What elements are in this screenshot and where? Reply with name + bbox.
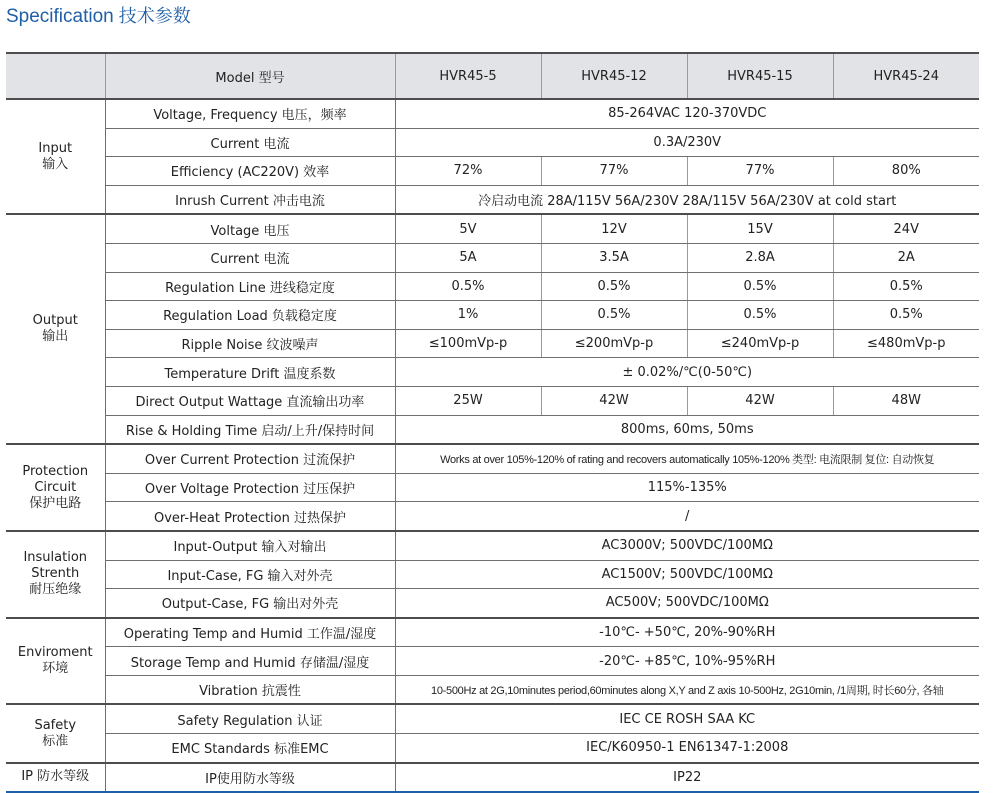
header-model-1: HVR45-5 bbox=[395, 53, 541, 99]
table-row bbox=[6, 128, 979, 157]
table-row bbox=[6, 358, 979, 387]
row-label: Storage Temp and Humid 存储温/湿度 bbox=[105, 647, 395, 676]
cell-value: ≤200mVp-p bbox=[541, 329, 687, 358]
cell-value: 48W bbox=[833, 386, 979, 415]
row-value: -10℃- +50℃, 20%-90%RH bbox=[395, 618, 979, 647]
row-label: Ripple Noise 纹波噪声 bbox=[105, 329, 395, 358]
header-model-3: HVR45-15 bbox=[687, 53, 833, 99]
table-row bbox=[6, 734, 979, 763]
table-row bbox=[6, 444, 979, 473]
group-label: IP 防水等级 bbox=[21, 769, 90, 785]
table-row bbox=[6, 763, 979, 793]
table-row bbox=[6, 157, 979, 186]
group-label: Safety bbox=[34, 717, 77, 733]
cell-value: 0.5% bbox=[687, 272, 833, 301]
table-row bbox=[6, 589, 979, 618]
group-environment bbox=[6, 618, 105, 705]
row-value: ± 0.02%/℃(0-50℃) bbox=[395, 358, 979, 387]
table-row bbox=[6, 185, 979, 214]
row-label: Efficiency (AC220V) 效率 bbox=[105, 157, 395, 186]
cell-value: 3.5A bbox=[541, 243, 687, 272]
table-row bbox=[6, 560, 979, 589]
cell-value: 0.5% bbox=[687, 301, 833, 330]
spec-table bbox=[6, 52, 979, 793]
cell-value: 0.5% bbox=[541, 301, 687, 330]
row-label: Regulation Load 负载稳定度 bbox=[105, 301, 395, 330]
row-value: IEC CE ROSH SAA KC bbox=[395, 704, 979, 733]
group-output bbox=[6, 214, 105, 444]
group-label: Input bbox=[38, 140, 73, 156]
group-ip bbox=[6, 763, 105, 793]
row-value: Works at over 105%-120% of rating and recovers automatically 105%-120% 类型: 电流限制 复位: 自动恢复 bbox=[395, 444, 979, 473]
row-label: Input-Case, FG 输入对外壳 bbox=[105, 560, 395, 589]
row-value: IEC/K60950-1 EN61347-1:2008 bbox=[395, 734, 979, 763]
group-label: 输出 bbox=[42, 329, 69, 345]
table-row bbox=[6, 473, 979, 502]
group-label: Output bbox=[32, 313, 78, 329]
row-value: -20℃- +85℃, 10%-95%RH bbox=[395, 647, 979, 676]
cell-value: 0.5% bbox=[833, 272, 979, 301]
header-model-2: HVR45-12 bbox=[541, 53, 687, 99]
cell-value: 0.5% bbox=[833, 301, 979, 330]
row-value: / bbox=[395, 502, 979, 531]
row-value: AC3000V; 500VDC/100MΩ bbox=[395, 531, 979, 560]
table-row bbox=[6, 386, 979, 415]
row-label: Over-Heat Protection 过热保护 bbox=[105, 502, 395, 531]
cell-value: ≤480mVp-p bbox=[833, 329, 979, 358]
row-label: Current 电流 bbox=[105, 128, 395, 157]
table-row bbox=[6, 415, 979, 444]
cell-value: 42W bbox=[687, 386, 833, 415]
cell-value: 2A bbox=[833, 243, 979, 272]
cell-value: 15V bbox=[687, 214, 833, 243]
cell-value: 5V bbox=[395, 214, 541, 243]
cell-value: 12V bbox=[541, 214, 687, 243]
group-protection bbox=[6, 444, 105, 531]
row-label: Regulation Line 进线稳定度 bbox=[105, 272, 395, 301]
row-label: Voltage, Frequency 电压，频率 bbox=[105, 99, 395, 128]
group-label: 输入 bbox=[42, 156, 69, 172]
cell-value: 77% bbox=[687, 157, 833, 186]
cell-value: 5A bbox=[395, 243, 541, 272]
group-safety bbox=[6, 704, 105, 762]
row-value: AC1500V; 500VDC/100MΩ bbox=[395, 560, 979, 589]
row-label: Rise & Holding Time 启动/上升/保持时间 bbox=[105, 415, 395, 444]
table-row bbox=[6, 647, 979, 676]
row-value: 85-264VAC 120-370VDC bbox=[395, 99, 979, 128]
table-row bbox=[6, 531, 979, 560]
row-label: Operating Temp and Humid 工作温/湿度 bbox=[105, 618, 395, 647]
header-model: Model 型号 bbox=[105, 53, 395, 99]
group-label: Enviroment bbox=[17, 645, 93, 661]
cell-value: 0.5% bbox=[395, 272, 541, 301]
row-label: IP使用防水等级 bbox=[105, 763, 395, 793]
group-label: Circuit bbox=[34, 479, 77, 495]
table-row bbox=[6, 329, 979, 358]
cell-value: 2.8A bbox=[687, 243, 833, 272]
group-input bbox=[6, 99, 105, 214]
row-label: Direct Output Wattage 直流输出功率 bbox=[105, 386, 395, 415]
cell-value: ≤100mVp-p bbox=[395, 329, 541, 358]
row-value: IP22 bbox=[395, 763, 979, 793]
table-row bbox=[6, 272, 979, 301]
row-label: Over Voltage Protection 过压保护 bbox=[105, 473, 395, 502]
cell-value: 1% bbox=[395, 301, 541, 330]
header-model-4: HVR45-24 bbox=[833, 53, 979, 99]
cell-value: 0.5% bbox=[541, 272, 687, 301]
table-header bbox=[6, 53, 979, 99]
row-label: Vibration 抗震性 bbox=[105, 675, 395, 704]
cell-value: 80% bbox=[833, 157, 979, 186]
row-label: Output-Case, FG 输出对外壳 bbox=[105, 589, 395, 618]
group-label: 耐压绝缘 bbox=[29, 582, 82, 598]
table-row bbox=[6, 704, 979, 733]
header-blank bbox=[6, 53, 105, 99]
row-label: Safety Regulation 认证 bbox=[105, 704, 395, 733]
group-label: Protection bbox=[22, 463, 89, 479]
cell-value: 42W bbox=[541, 386, 687, 415]
cell-value: 72% bbox=[395, 157, 541, 186]
title-en: Specification bbox=[6, 6, 114, 27]
row-label: Voltage 电压 bbox=[105, 214, 395, 243]
row-label: Over Current Protection 过流保护 bbox=[105, 444, 395, 473]
row-label: Current 电流 bbox=[105, 243, 395, 272]
table-row bbox=[6, 243, 979, 272]
cell-value: 77% bbox=[541, 157, 687, 186]
row-value: 冷启动电流 28A/115V 56A/230V 28A/115V 56A/230V at cold start bbox=[395, 185, 979, 214]
cell-value: 24V bbox=[833, 214, 979, 243]
row-label: Inrush Current 冲击电流 bbox=[105, 185, 395, 214]
group-label: Insulation bbox=[23, 550, 88, 566]
table-row bbox=[6, 301, 979, 330]
row-value: 800ms, 60ms, 50ms bbox=[395, 415, 979, 444]
row-label: Temperature Drift 温度系数 bbox=[105, 358, 395, 387]
cell-value: ≤240mVp-p bbox=[687, 329, 833, 358]
row-value: 10-500Hz at 2G,10minutes period,60minutes along X,Y and Z axis 10-500Hz, 2G10min, /1周期, 时长60分, 各轴 bbox=[395, 675, 979, 704]
table-row bbox=[6, 618, 979, 647]
group-label: 保护电路 bbox=[29, 495, 82, 511]
group-label: 环境 bbox=[42, 661, 69, 677]
table-row bbox=[6, 675, 979, 704]
cell-value: 25W bbox=[395, 386, 541, 415]
table-row bbox=[6, 99, 979, 128]
row-label: EMC Standards 标准EMC bbox=[105, 734, 395, 763]
page-title bbox=[6, 2, 191, 28]
table-row bbox=[6, 502, 979, 531]
row-value: 115%-135% bbox=[395, 473, 979, 502]
group-insulation bbox=[6, 531, 105, 618]
title-zh: 技术参数 bbox=[118, 6, 191, 26]
group-label: 标准 bbox=[42, 733, 69, 749]
row-value: 0.3A/230V bbox=[395, 128, 979, 157]
row-label: Input-Output 输入对输出 bbox=[105, 531, 395, 560]
row-value: AC500V; 500VDC/100MΩ bbox=[395, 589, 979, 618]
group-label: Strenth bbox=[31, 566, 80, 582]
table-row bbox=[6, 214, 979, 243]
